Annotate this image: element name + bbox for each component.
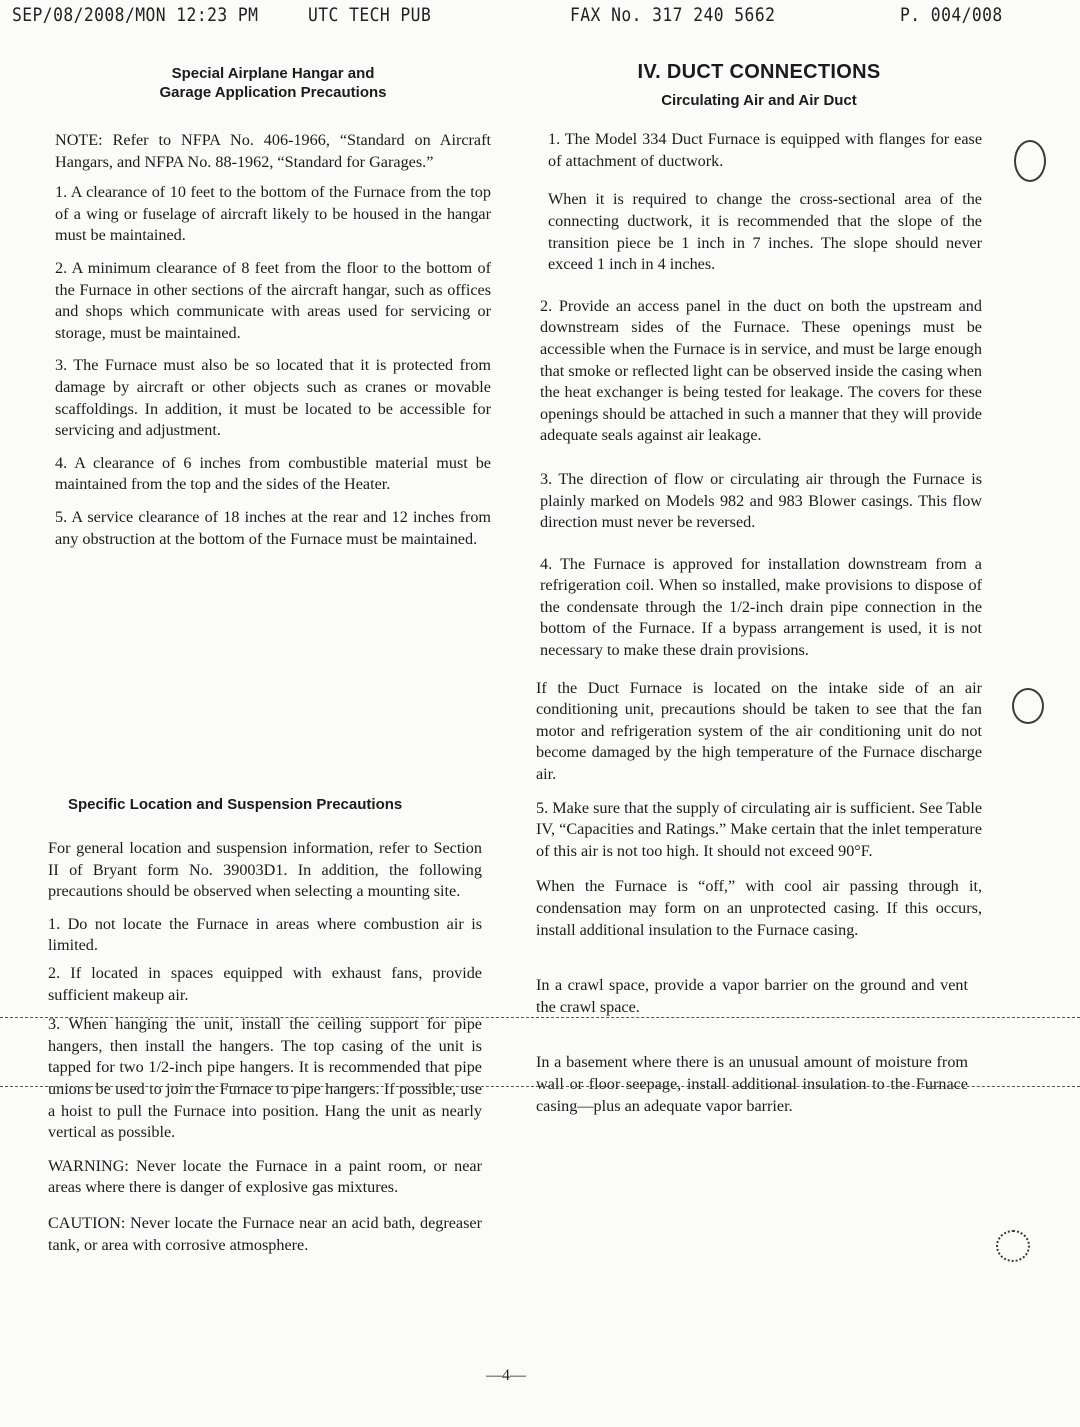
duct-paragraph-3: 2. Provide an access panel in the duct on both the upstream and downstream sides of the Furnace. These openings must be accessible when the Furnace is in service, and must be large enough that smoke or reflected light can be observed inside the casing when the heat exchanger is being tested for leakage. The covers for these openings should be attached in such a manner that they will provide adequate seals against air leakage. [540, 296, 982, 445]
page-number: —4— [486, 1367, 526, 1384]
right-column [536, 62, 982, 1117]
location-item-2: 2. If located in spaces equipped with exhaust fans, provide sufficient makeup air. [48, 963, 482, 1004]
fax-date-time: SEP/08/2008/MON 12:23 PM [12, 4, 259, 26]
duct-paragraph-9: In a crawl space, provide a vapor barrier on the ground and vent the crawl space. [536, 976, 968, 1016]
punch-hole-bottom [996, 1230, 1030, 1262]
hangar-item-3: 3. The Furnace must also be so located that it is protected from damage by aircraft or other objects such as cranes or movable scaffoldings. In addition, it must be located to be accessible for servicing and adjustment. [55, 356, 491, 440]
duct-paragraph-10: In a basement where there is an unusual amount of moisture from wall or floor seepage, install additional insulation to the Furnace casing—plus an adequate vapor barrier. [536, 1053, 968, 1115]
location-heading: Specific Location and Suspension Precautions [68, 796, 403, 813]
duct-paragraph-5: 4. The Furnace is approved for installation downstream from a refrigeration coil. When so installed, make provisions to dispose of the condensate through the 1/2-inch drain pipe connection in the bottom of the Furnace. If a bypass arrangement is used, it is not necessary to make these drain provisions. [540, 554, 982, 660]
hangar-item-2: 2. A minimum clearance of 8 feet from the floor to the bottom of the Furnace in other sections of the aircraft hangar, such as offices and shops which communicate with areas used for servicing or storage, must be maintained. [55, 258, 491, 342]
left-column-lower [48, 795, 482, 1256]
left-column [55, 64, 491, 550]
duct-paragraph-1: 1. The Model 334 Duct Furnace is equipped with flanges for ease of attachment of ductwork. [548, 130, 982, 170]
hangar-heading-line2: Garage Application Precautions [159, 84, 387, 101]
location-item-1: 1. Do not locate the Furnace in areas where combustion air is limited. [48, 914, 482, 955]
fax-number: FAX No. 317 240 5662 [570, 4, 776, 26]
punch-hole-middle [1012, 688, 1044, 724]
location-item-3: 3. When hanging the unit, install the ceiling support for pipe hangers, then install the hangers. The top casing of the unit is tapped for two 1/2-inch pipe hangers. It is recommended that pipe unions be used to join the Furnace to pipe hangers. If possible, use a hoist to pull the Furnace into position. Hang the unit as nearly vertical as possible. [48, 1015, 482, 1142]
duct-paragraph-8: When the Furnace is “off,” with cool air passing through it, condensation may form on an unprotected casing. If this occurs, install additional insulation to the Furnace casing. [536, 877, 982, 939]
section-title: IV. DUCT CONNECTIONS [637, 61, 881, 83]
warning-text: WARNING: Never locate the Furnace in a paint room, or near areas where there is danger of explosive gas mixtures. [48, 1156, 482, 1197]
fax-sender: UTC TECH PUB [308, 4, 432, 26]
hangar-item-4: 4. A clearance of 6 inches from combustible material must be maintained from the top and the sides of the Heater. [55, 453, 491, 494]
fax-page: P. 004/008 [900, 4, 1003, 26]
duct-paragraph-2: When it is required to change the cross-sectional area of the connecting ductwork, it is recommended that the slope of the transition piece be 1 inch in 7 inches. The slope should never exceed 1 inch in 4 inches. [548, 190, 982, 274]
location-intro: For general location and suspension information, refer to Section II of Bryant form No. 39003D1. In addition, the following precautions should be observed when selecting a mounting site. [48, 839, 482, 901]
duct-paragraph-6: If the Duct Furnace is located on the intake side of an air conditioning unit, precautions should be taken to see that the fan motor and refrigeration system of the air conditioning unit do not become damaged by the high temperature of the Furnace discharge air. [536, 678, 982, 784]
caution-text: CAUTION: Never locate the Furnace near an acid bath, degreaser tank, or area with corrosive atmosphere. [48, 1213, 482, 1254]
nfpa-note: NOTE: Refer to NFPA No. 406-1966, “Standard on Aircraft Hangars, and NFPA No. 88-1962, “Standard for Garages.” [55, 131, 491, 171]
hangar-heading-line1: Special Airplane Hangar and [171, 65, 375, 82]
hangar-item-1: 1. A clearance of 10 feet to the bottom of the Furnace from the top of a wing or fuselage of aircraft likely to be housed in the hangar must be maintained. [55, 183, 491, 245]
scan-streak-2 [0, 1086, 1080, 1087]
scan-streak-1 [0, 1017, 1080, 1018]
duct-paragraph-4: 3. The direction of flow or circulating air through the Furnace is plainly marked on Models 982 and 983 Blower casings. This flow direction must never be reversed. [540, 469, 982, 532]
section-subheading: Circulating Air and Air Duct [661, 91, 857, 109]
duct-paragraph-7: 5. Make sure that the supply of circulating air is sufficient. See Table IV, “Capacities and Ratings.” Make certain that the inlet temperature of this air is not too high. It should not exceed 90°F. [536, 798, 983, 860]
punch-hole-top [1014, 140, 1046, 182]
hangar-item-5: 5. A service clearance of 18 inches at the rear and 12 inches from any obstruction at the bottom of the Furnace must be maintained. [55, 507, 491, 548]
